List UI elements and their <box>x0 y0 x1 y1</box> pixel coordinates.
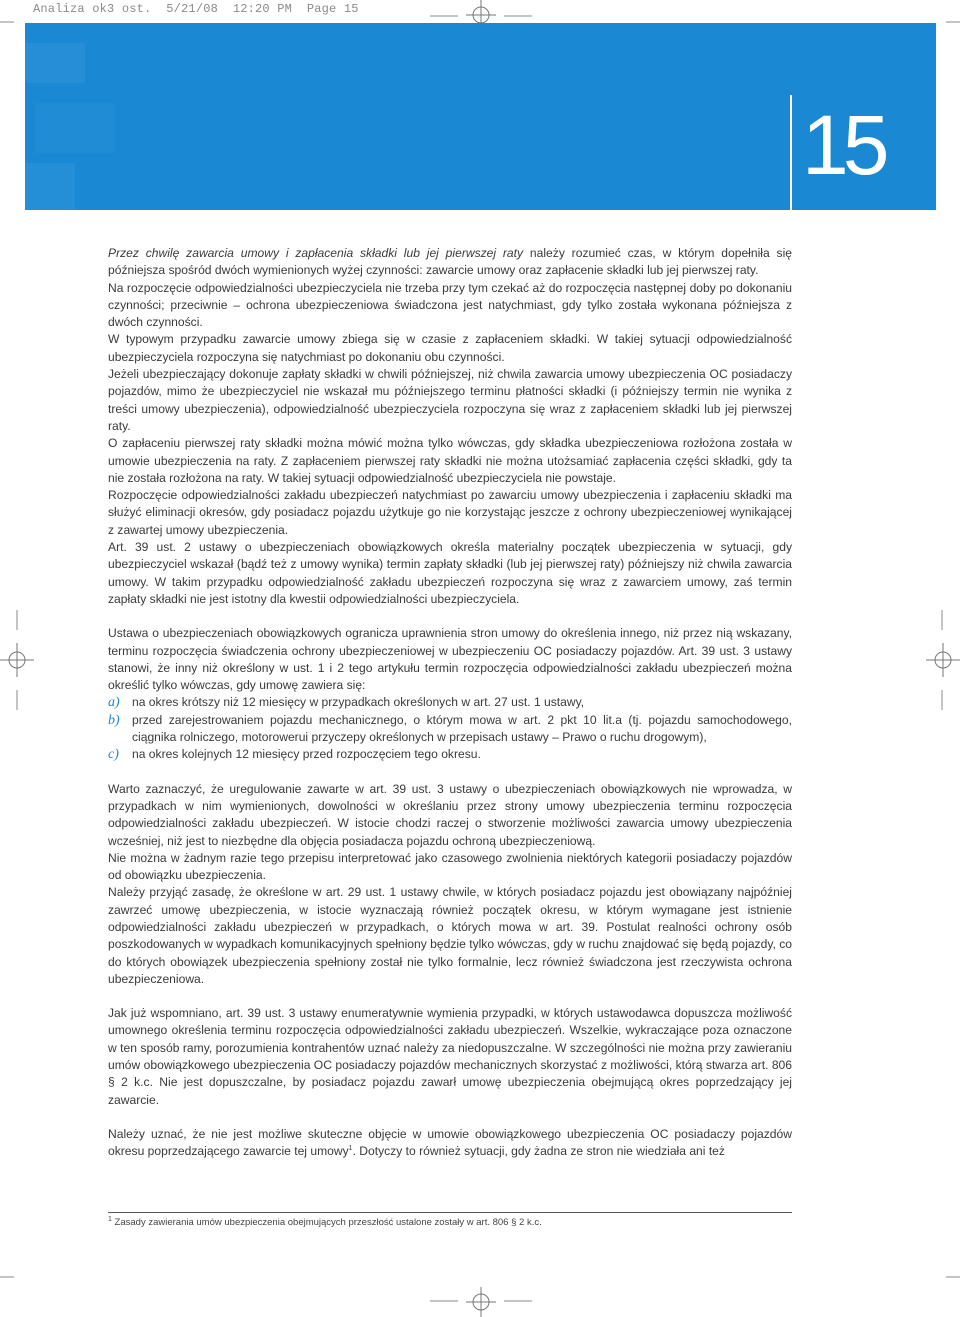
paragraph: Na rozpoczęcie odpowiedzialności ubezpieczyciela nie trzeba przy tym czekać aż do rozpoczęcia następnej doby po dokonaniu czynności; przeciwnie – ochrona ubezpieczeniowa świadczona jest natychmiast, gdy tylko została wykonana późniejsza z dwóch czynności. <box>108 280 792 330</box>
paragraph: Nie można w żadnym razie tego przepisu interpretować jako czasowego zwolnienia niektórych kategorii posiadaczy pojazdów od obowiązku ubezpieczenia. <box>108 850 792 883</box>
list-marker: b) <box>108 712 120 728</box>
main-text <box>108 245 792 1161</box>
footnote-text: Zasady zawierania umów ubezpieczenia obejmujących przeszłość ustalone zostały w art. 806 § 2 k.c. <box>111 1217 542 1228</box>
paragraph: W typowym przypadku zawarcie umowy zbiega się w czasie z zapłaceniem składki. W takiej sytuacji odpowiedzialność ubezpieczyciela rozpoczyna się natychmiast po dokonaniu obu czynności. <box>108 332 792 364</box>
list-marker: c) <box>108 747 119 763</box>
page-number: 15 <box>802 98 884 192</box>
print-slug: Analiza ok3 ost. 5/21/08 12:20 PM Page 15 <box>33 2 359 16</box>
paragraph: Warto zaznaczyć, że uregulowanie zawarte w art. 39 ust. 3 ustawy o ubezpieczeniach obowiązkowych nie wprowadza, w przypadkach w nim wymienionych, dowolności w określaniu przez strony umowy ubezpieczenia terminu rozpoczęcia odpowiedzialności zakładu ubezpieczeń. W istocie chodzi raczej o stworzenie możliwości zawarcia umowy ubezpieczenia wcześniej, niż jest to niezbędne dla objęcia posiadacza pojazdu ochroną ubezpieczeniową. <box>108 781 792 848</box>
footnote-divider <box>108 1212 792 1213</box>
paragraph: Rozpoczęcie odpowiedzialności zakładu ubezpieczeń natychmiast po zawarciu umowy ubezpieczenia i zapłaceniu składki ma służyć eliminacji okresów, gdy posiadacz pojazdu użytkuje go nie korzystając jeszcze z ochrony ubezpieczeniowej wynikającej z zawartej umowy ubezpieczenia. <box>108 488 792 537</box>
banner-divider <box>790 95 792 210</box>
list-item: c) na okres kolejnych 12 miesięcy przed rozpoczęciem tego okresu. <box>108 747 481 763</box>
paragraph: Art. 39 ust. 2 ustawy o ubezpieczeniach obowiązkowych określa materialny początek ubezpieczenia w sytuacji, gdy ubezpieczyciel wskazał (bądź też z umowy wynika) termin zapłaty składki (lub jej pierwszej raty) późniejszy niż chwila zawarcia umowy. W takim przypadku odpowiedzialność zakładu ubezpieczeń rozpoczyna się wraz z zawarciem umowy, zaś termin zapłaty składki nie jest istotny dla kwestii odpowiedzialności ubezpieczyciela. <box>108 540 792 606</box>
italic-phrase: Przez chwilę zawarcia umowy i zapłacenia składki lub jej pierwszej raty <box>108 246 524 260</box>
paragraph: O zapłaceniu pierwszej raty składki można mówić można tylko wówczas, gdy składka ubezpieczeniowa rozłożona została w umowie ubezpieczenia na raty. Z zapłaceniem pierwszej raty składki nie można utożsamiać zapłacenia części składki, gdy ta nie została rozłożona na raty. W takiej sytuacji odpowiedzialność ubezpieczyciela nie powstaje. <box>108 436 792 485</box>
paragraph: Należy uznać, że nie jest możliwe skuteczne objęcie w umowie obowiązkowego ubezpieczenia OC posiadaczy pojazdów okresu poprzedzającego zawarcie tej umowy$^1$. Dotyczy to również sytuacji, gdy żadna ze stron nie wiedziała ani też <box>108 1126 792 1159</box>
chapter-banner <box>25 23 936 210</box>
footnote-number: 1 <box>108 1215 112 1223</box>
list-item: b) przed zarejestrowaniem pojazdu mechanicznego, o którym mowa w art. 2 pkt 10 lit.a (tj. pojazdu samochodowego, ciągnika rolniczego, motorowerui przyczepy określonych w przepisach ustawy – Prawo o ruchu drogowym), <box>108 712 792 745</box>
banner-texture-icon <box>25 23 145 210</box>
paragraph: Jak już wspomniano, art. 39 ust. 3 ustawy enumeratywnie wymienia przypadki, w których ustawodawca dopuszcza możliwość umownego określenia terminu rozpoczęcia odpowiedzialności zakładu ubezpieczeń. Wszelkie, wykraczające poza oznaczone w ten sposób ramy, porozumienia kontrahentów uznać należy za niedopuszczalne. W szczególności nie można przy zawieraniu umów obowiązkowego ubezpieczenia OC posiadaczy pojazdów mechanicznych skorzystać z możliwości, którą stwarza art. 806 § 2 k.c. Nie jest dopuszczalne, by posiadacz pojazdu zawarł umowę ubezpieczenia obejmującą okres poprzedzający jej zawarcie. <box>108 1006 792 1107</box>
footnote-ref[interactable]: 1 <box>348 1145 353 1153</box>
paragraph: Ustawa o ubezpieczeniach obowiązkowych ogranicza uprawnienia stron umowy do określenia innego, niż przez nią wskazany, terminu rozpoczęcia świadczenia ochrony ubezpieczeniowej w ubezpieczeniu OC posiadaczy pojazdów. Art. 39 ust. 3 ustawy stanowi, że inny niż określony w ust. 1 i 2 tego artykułu termin rozpoczęcia odpowiedzialności zakładu ubezpieczeń można określić tylko wówczas, gdy umowę zawiera się: <box>108 626 792 693</box>
paragraph: Należy przyjąć zasadę, że określone w art. 29 ust. 1 ustawy chwile, w których posiadacz pojazdu jest obowiązany najpóźniej zawrzeć umowę ubezpieczenia, w istocie wyznaczają również początek okresu, w którym wymagane jest istnienie odpowiedzialności zakładu ubezpieczeń w przypadkach, o których mowa w art. 39. Postulat realności ochrony osób poszkodowanych w wypadkach komunikacyjnych spełniony będzie tylko wówczas, gdy w ruchu znajdować się będą pojazdy, co do których obowiązek ubezpieczenia spełniony został nie tylko formalnie, lecz również świadczona jest rzeczywista ochrona ubezpieczeniowa. <box>108 885 792 986</box>
paragraph: Jeżeli ubezpieczający dokonuje zapłaty składki w chwili późniejszej, niż chwila zawarcia umowy ubezpieczenia OC posiadaczy pojazdów, mimo że ubezpieczyciel nie wskazał mu późniejszego terminu płatności składki (i późniejszy termin nie wynika z treści umowy ubezpieczenia), odpowiedzialność ubezpieczyciela rozpoczyna się wraz z zapłaceniem składki lub jej pierwszej raty. <box>108 367 792 433</box>
list-marker: a) <box>108 695 120 711</box>
paragraph: Przez chwilę zawarcia umowy i zapłacenia składki lub jej pierwszej raty należy rozumieć czas, w którym dopełniła się późniejsza spośród dwóch wymienionych wyżej czynności: zawarcie umowy oraz zapłacenie składki lub jej pierwszej raty. <box>108 246 792 278</box>
list-item: a) na okres krótszy niż 12 miesięcy w przypadkach określonych w art. 27 ust. 1 ustawy, <box>108 695 585 711</box>
footnote <box>108 1217 542 1228</box>
